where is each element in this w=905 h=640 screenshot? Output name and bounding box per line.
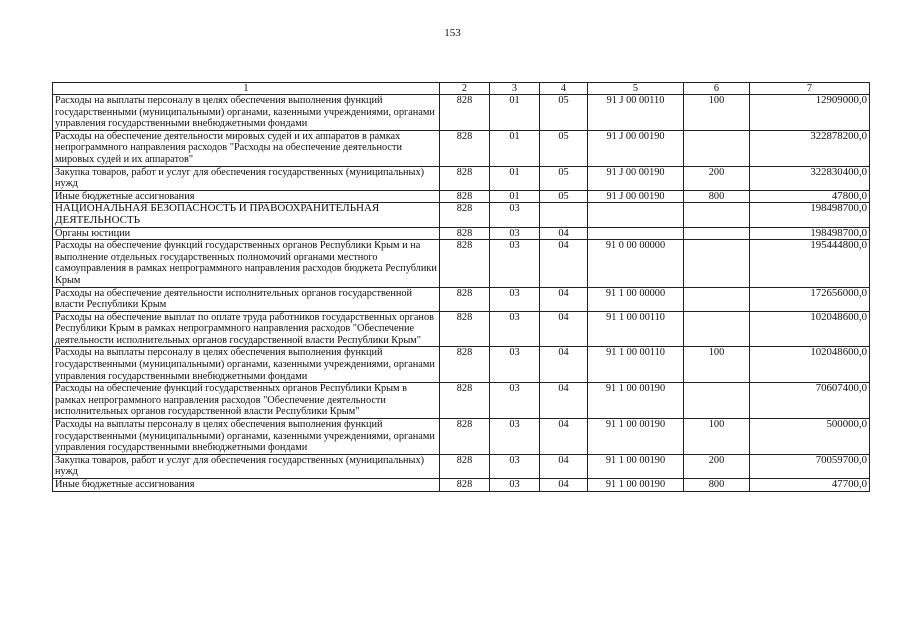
row-section-code-cell: 01 [490,166,540,190]
row-name-cell: Закупка товаров, работ и услуг для обеспечения государственных (муниципальных) нужд [53,454,440,478]
row-target-article-cell: 91 1 00 00190 [588,419,684,455]
row-amount-cell: 70059700,0 [750,454,870,478]
row-amount-cell: 70607400,0 [750,383,870,419]
row-target-article-cell: 91 0 00 00000 [588,240,684,287]
table-row [53,166,870,190]
row-section-code-cell: 03 [490,383,540,419]
row-name-cell: Органы юстиции [53,227,440,240]
row-expense-type-cell [684,383,750,419]
table-row [53,383,870,419]
row-expense-type-cell: 100 [684,95,750,131]
table-row [53,347,870,383]
row-amount-cell: 198498700,0 [750,227,870,240]
row-expense-type-cell [684,287,750,311]
row-section-code-cell: 03 [490,347,540,383]
row-subsection-code-cell: 04 [540,383,588,419]
column-header-5: 5 [588,83,684,95]
row-subsection-code-cell [540,203,588,227]
row-section-code-cell: 03 [490,287,540,311]
row-grbs-cell: 828 [440,419,490,455]
table-row [53,203,870,227]
row-subsection-code-cell: 04 [540,227,588,240]
table-row [53,240,870,287]
row-expense-type-cell [684,240,750,287]
row-subsection-code-cell: 05 [540,190,588,203]
row-name-cell: Иные бюджетные ассигнования [53,190,440,203]
row-expense-type-cell [684,203,750,227]
row-target-article-cell: 91 1 00 00110 [588,311,684,347]
row-name-cell: Расходы на обеспечение деятельности мировых судей и их аппаратов в рамках непрограммного направления расходов "Расходы на обеспечение деятельности мировых судей и их аппаратов" [53,130,440,166]
column-header-2: 2 [440,83,490,95]
table-row [53,311,870,347]
row-section-code-cell: 03 [490,454,540,478]
row-target-article-cell [588,203,684,227]
table-row [53,454,870,478]
row-grbs-cell: 828 [440,95,490,131]
row-expense-type-cell [684,227,750,240]
row-grbs-cell: 828 [440,479,490,492]
row-name-cell: Расходы на обеспечение функций государственных органов Республики Крым в рамках непрограммного направления расходов "Обеспечение деятельности исполнительных органов государственной власти Республики Крым" [53,383,440,419]
row-subsection-code-cell: 05 [540,130,588,166]
row-subsection-code-cell: 05 [540,166,588,190]
table-header-row [53,83,870,95]
row-grbs-cell: 828 [440,287,490,311]
row-subsection-code-cell: 04 [540,311,588,347]
row-section-code-cell: 03 [490,203,540,227]
row-amount-cell: 47700,0 [750,479,870,492]
row-expense-type-cell: 200 [684,454,750,478]
row-expense-type-cell: 100 [684,419,750,455]
row-section-code-cell: 03 [490,419,540,455]
row-amount-cell: 47800,0 [750,190,870,203]
row-section-code-cell: 03 [490,311,540,347]
row-target-article-cell: 91 J 00 00110 [588,95,684,131]
row-grbs-cell: 828 [440,347,490,383]
row-amount-cell: 102048600,0 [750,311,870,347]
row-subsection-code-cell: 04 [540,454,588,478]
row-name-cell: Иные бюджетные ассигнования [53,479,440,492]
table-row [53,227,870,240]
row-target-article-cell: 91 J 00 00190 [588,130,684,166]
row-grbs-cell: 828 [440,227,490,240]
row-name-cell: Расходы на обеспечение функций государственных органов Республики Крым и на выполнение отдельных государственных полномочий органами местного самоуправления в рамках непрограммного направления расходов бюджета Республики Крым [53,240,440,287]
row-grbs-cell: 828 [440,166,490,190]
row-grbs-cell: 828 [440,240,490,287]
row-subsection-code-cell: 05 [540,95,588,131]
row-grbs-cell: 828 [440,454,490,478]
row-amount-cell: 195444800,0 [750,240,870,287]
table-row [53,419,870,455]
row-target-article-cell: 91 1 00 00190 [588,383,684,419]
row-subsection-code-cell: 04 [540,287,588,311]
row-section-code-cell: 03 [490,479,540,492]
column-header-7: 7 [750,83,870,95]
row-section-code-cell: 03 [490,227,540,240]
row-amount-cell: 102048600,0 [750,347,870,383]
table-row [53,95,870,131]
row-name-cell: НАЦИОНАЛЬНАЯ БЕЗОПАСНОСТЬ И ПРАВООХРАНИТЕЛЬНАЯ ДЕЯТЕЛЬНОСТЬ [53,203,440,227]
row-target-article-cell [588,227,684,240]
row-subsection-code-cell: 04 [540,240,588,287]
row-expense-type-cell: 800 [684,190,750,203]
row-target-article-cell: 91 1 00 00000 [588,287,684,311]
row-expense-type-cell [684,311,750,347]
column-header-1: 1 [53,83,440,95]
row-grbs-cell: 828 [440,190,490,203]
row-section-code-cell: 01 [490,95,540,131]
column-header-6: 6 [684,83,750,95]
row-expense-type-cell: 800 [684,479,750,492]
row-target-article-cell: 91 1 00 00190 [588,454,684,478]
row-grbs-cell: 828 [440,203,490,227]
row-section-code-cell: 01 [490,130,540,166]
row-amount-cell: 12909000,0 [750,95,870,131]
row-section-code-cell: 01 [490,190,540,203]
row-grbs-cell: 828 [440,311,490,347]
page-number: 153 [444,27,461,39]
table-row [53,479,870,492]
column-header-4: 4 [540,83,588,95]
row-name-cell: Закупка товаров, работ и услуг для обеспечения государственных (муниципальных) нужд [53,166,440,190]
row-target-article-cell: 91 1 00 00190 [588,479,684,492]
row-name-cell: Расходы на обеспечение деятельности исполнительных органов государственной власти Республики Крым [53,287,440,311]
row-expense-type-cell: 100 [684,347,750,383]
table-row [53,190,870,203]
row-amount-cell: 322878200,0 [750,130,870,166]
row-subsection-code-cell: 04 [540,347,588,383]
table-row [53,130,870,166]
row-section-code-cell: 03 [490,240,540,287]
row-amount-cell: 322830400,0 [750,166,870,190]
row-expense-type-cell [684,130,750,166]
row-target-article-cell: 91 1 00 00110 [588,347,684,383]
budget-table [52,82,870,492]
row-name-cell: Расходы на обеспечение выплат по оплате труда работников государственных органов Республики Крым в рамках непрограммного направления расходов "Обеспечение деятельности исполнительных органов государственной власти Республики Крым" [53,311,440,347]
row-expense-type-cell: 200 [684,166,750,190]
column-header-3: 3 [490,83,540,95]
table-row [53,287,870,311]
row-name-cell: Расходы на выплаты персоналу в целях обеспечения выполнения функций государственными (муниципальными) органами, казенными учреждениями, органами управления государственными внебюджетными фондами [53,347,440,383]
row-subsection-code-cell: 04 [540,479,588,492]
row-name-cell: Расходы на выплаты персоналу в целях обеспечения выполнения функций государственными (муниципальными) органами, казенными учреждениями, органами управления государственными внебюджетными фондами [53,95,440,131]
row-target-article-cell: 91 J 00 00190 [588,166,684,190]
row-amount-cell: 500000,0 [750,419,870,455]
row-name-cell: Расходы на выплаты персоналу в целях обеспечения выполнения функций государственными (муниципальными) органами, казенными учреждениями, органами управления государственными внебюджетными фондами [53,419,440,455]
row-target-article-cell: 91 J 00 00190 [588,190,684,203]
row-grbs-cell: 828 [440,130,490,166]
row-subsection-code-cell: 04 [540,419,588,455]
row-amount-cell: 198498700,0 [750,203,870,227]
row-amount-cell: 172656000,0 [750,287,870,311]
row-grbs-cell: 828 [440,383,490,419]
